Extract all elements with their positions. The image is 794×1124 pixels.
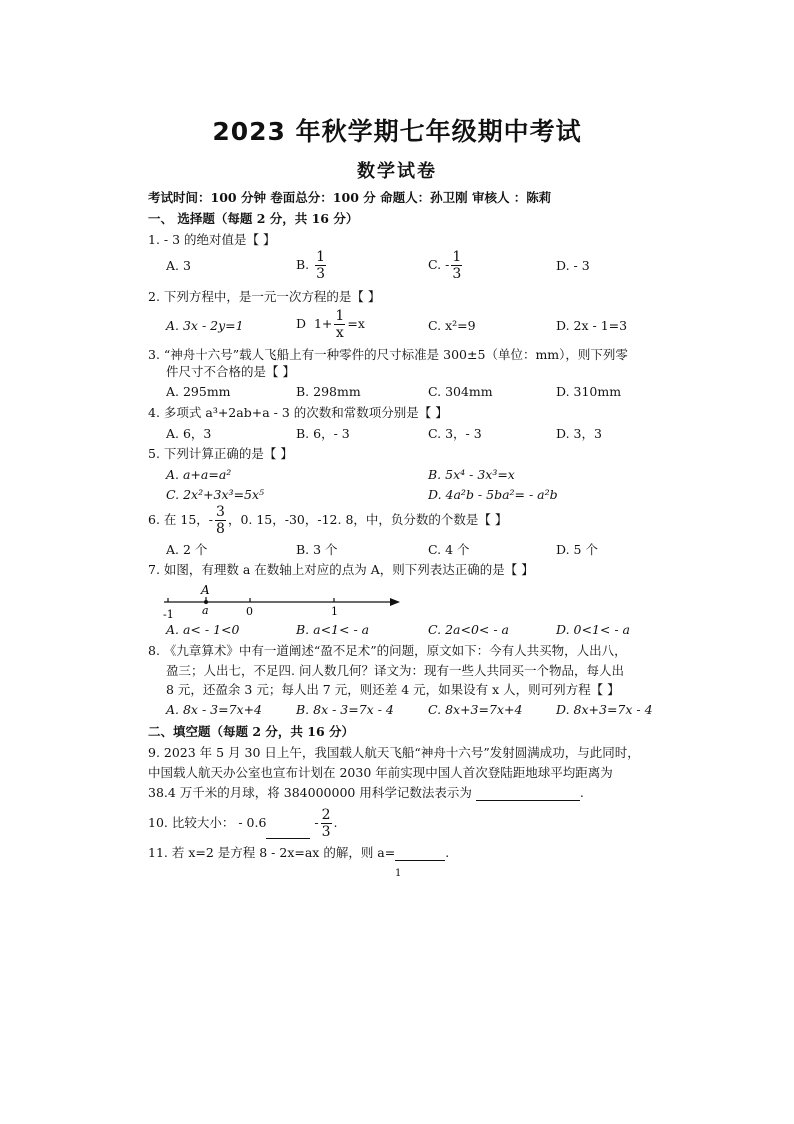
label-zero: 0 xyxy=(246,605,253,618)
q3-option-c: C. 304mm xyxy=(428,384,493,399)
section-choice-heading: 一、 选择题（每题 2 分，共 16 分） xyxy=(148,211,359,226)
label-one: 1 xyxy=(331,605,338,618)
q4-option-d: D. 3，3 xyxy=(556,426,602,441)
q8-stem-line1: 8. 《九章算术》中有一道阐述“盈不足术”的问题，原文如下：今有人共买物，人出八， xyxy=(148,643,627,658)
q5-option-a: A. a+a=a² xyxy=(166,467,232,482)
q2-b-post: =x xyxy=(347,316,365,331)
q9-line3 xyxy=(148,785,584,801)
q6-num: 3 xyxy=(216,504,225,520)
q11-pre: 11. 若 x=2 是方程 8 - 2x=ax 的解，则 a= xyxy=(148,845,396,860)
q1-option-c xyxy=(428,250,464,281)
q10-line xyxy=(148,808,338,839)
q4-option-b: B. 6，- 3 xyxy=(296,426,350,441)
q4-option-a: A. 6，3 xyxy=(166,426,212,441)
q8-stem-line2: 盈三；人出七，不足四. 问人数几何？译文为：现有一些人共同买一个物品，每人出 xyxy=(166,663,624,678)
q3-option-d: D. 310mm xyxy=(556,384,622,399)
q10-den: 3 xyxy=(321,824,331,840)
label-minus-one: -1 xyxy=(163,608,174,621)
q2-b-pre: 1+ xyxy=(313,316,333,331)
q3-stem-line1: 3. “神舟十六号”载人飞船上有一种零件的尺寸标准是 300±5（单位：mm），则下列零 xyxy=(148,347,628,362)
q4-stem: 4. 多项式 a³+2ab+a - 3 的次数和常数项分别是【 】 xyxy=(148,405,448,420)
q5-stem: 5. 下列计算正确的是【 】 xyxy=(148,446,293,461)
q9-line2: 中国载人航天办公室也宣布计划在 2030 年前实现中国人首次登陆距地球平均距离为 xyxy=(148,765,613,780)
q1-option-a: A. 3 xyxy=(166,258,191,273)
q1-c-prefix: C. xyxy=(428,257,442,272)
q9-end: . xyxy=(579,785,584,800)
q6-fraction xyxy=(215,505,226,536)
exam-subtitle: 数学试卷 xyxy=(357,161,437,182)
q1-b-den: 3 xyxy=(316,266,326,282)
q6-stem-post: ，0. 15，-30，-12. 8，中，负分数的个数是【 】 xyxy=(227,512,508,527)
q6-den: 8 xyxy=(216,521,225,537)
q2-option-b xyxy=(296,309,365,340)
q7-stem: 7. 如图，有理数 a 在数轴上对应的点为 A，则下列表达正确的是【 】 xyxy=(148,562,534,577)
q1-c-fraction xyxy=(451,250,462,281)
q7-option-b: B. a<1< - a xyxy=(296,622,370,637)
q7-option-a: A. a< - 1<0 xyxy=(166,622,240,637)
q9-line1: 9. 2023 年 5 月 30 日上午，我国载人航天飞船“神舟十六号”发射圆满成功，与此同时， xyxy=(148,745,640,760)
q2-b-prefix: D xyxy=(296,316,307,331)
page-number: 1 xyxy=(395,868,402,879)
q5-option-c: C. 2x²+3x³=5x⁵ xyxy=(166,487,265,502)
q2-option-d: D. 2x - 1=3 xyxy=(556,318,628,333)
point-a-label: A xyxy=(201,583,210,597)
q6-stem-pre: 6. 在 15，- xyxy=(148,512,214,527)
axis-arrow xyxy=(390,598,400,606)
q3-stem-line2: 件尺寸不合格的是【 】 xyxy=(166,364,295,379)
q6-stem xyxy=(148,505,507,536)
q7-option-c: C. 2a<0< - a xyxy=(428,622,509,637)
q1-b-fraction xyxy=(315,250,326,281)
q2-stem: 2. 下列方程中，是一元一次方程的是【 】 xyxy=(148,289,381,304)
q2-option-a: A. 3x - 2y=1 xyxy=(166,318,244,333)
exam-title: 2023 年秋学期七年级期中考试 xyxy=(212,117,582,146)
q11-answer-blank[interactable] xyxy=(395,846,445,861)
q1-c-num: 1 xyxy=(452,249,462,265)
q8-option-c: C. 8x+3=7x+4 xyxy=(428,702,523,717)
q1-c-den: 3 xyxy=(452,266,462,282)
q9-line3-text: 38.4 万千米的月球，将 384000000 用科学记数法表示为 xyxy=(148,785,472,800)
q2-b-fraction xyxy=(334,309,345,340)
section-fill-heading: 二、填空题（每题 2 分，共 16 分） xyxy=(148,724,355,739)
q6-option-b: B. 3 个 xyxy=(296,542,338,557)
q10-sign: - xyxy=(314,815,319,830)
q3-option-a: A. 295mm xyxy=(166,384,231,399)
q10-end: . xyxy=(333,815,338,830)
q7-number-line xyxy=(160,582,410,622)
q5-option-b: B. 5x⁴ - 3x³=x xyxy=(428,467,515,482)
q10-fraction xyxy=(321,808,332,839)
q2-option-c: C. x²=9 xyxy=(428,318,476,333)
q2-b-num: 1 xyxy=(335,308,345,324)
q1-c-sign: - xyxy=(445,257,450,272)
q6-option-d: D. 5 个 xyxy=(556,542,598,557)
q10-pre: 10. 比较大小： - 0.6 xyxy=(148,815,267,830)
q1-stem: 1. - 3 的绝对值是【 】 xyxy=(148,232,276,247)
q8-stem-line3: 8 元，还盈余 3 元；每人出 7 元，则还差 4 元，如果设有 x 人，则可列方程【 】 xyxy=(166,682,620,697)
exam-info: 考试时间：100 分钟 卷面总分：100 分 命题人：孙卫刚 审核人 ：陈莉 xyxy=(148,190,552,205)
q1-option-b xyxy=(296,250,328,281)
q1-b-prefix: B. xyxy=(296,257,310,272)
q8-option-d: D. 8x+3=7x - 4 xyxy=(556,702,653,717)
q6-option-c: C. 4 个 xyxy=(428,542,470,557)
q8-option-a: A. 8x - 3=7x+4 xyxy=(166,702,263,717)
q2-b-den: x xyxy=(335,325,344,341)
q6-option-a: A. 2 个 xyxy=(166,542,208,557)
q10-num: 2 xyxy=(321,807,331,823)
q10-answer-blank[interactable] xyxy=(266,824,310,839)
q9-answer-blank[interactable] xyxy=(476,786,580,801)
label-a: a xyxy=(202,604,209,617)
q8-option-b: B. 8x - 3=7x - 4 xyxy=(296,702,394,717)
q3-option-b: B. 298mm xyxy=(296,384,361,399)
q1-option-d: D. - 3 xyxy=(556,258,590,273)
q5-option-d: D. 4a²b - 5ba²= - a²b xyxy=(428,487,558,502)
q11-end: . xyxy=(445,845,450,860)
q11-line xyxy=(148,845,449,861)
q1-b-num: 1 xyxy=(316,249,326,265)
q4-option-c: C. 3，- 3 xyxy=(428,426,482,441)
q7-option-d: D. 0<1< - a xyxy=(556,622,630,637)
